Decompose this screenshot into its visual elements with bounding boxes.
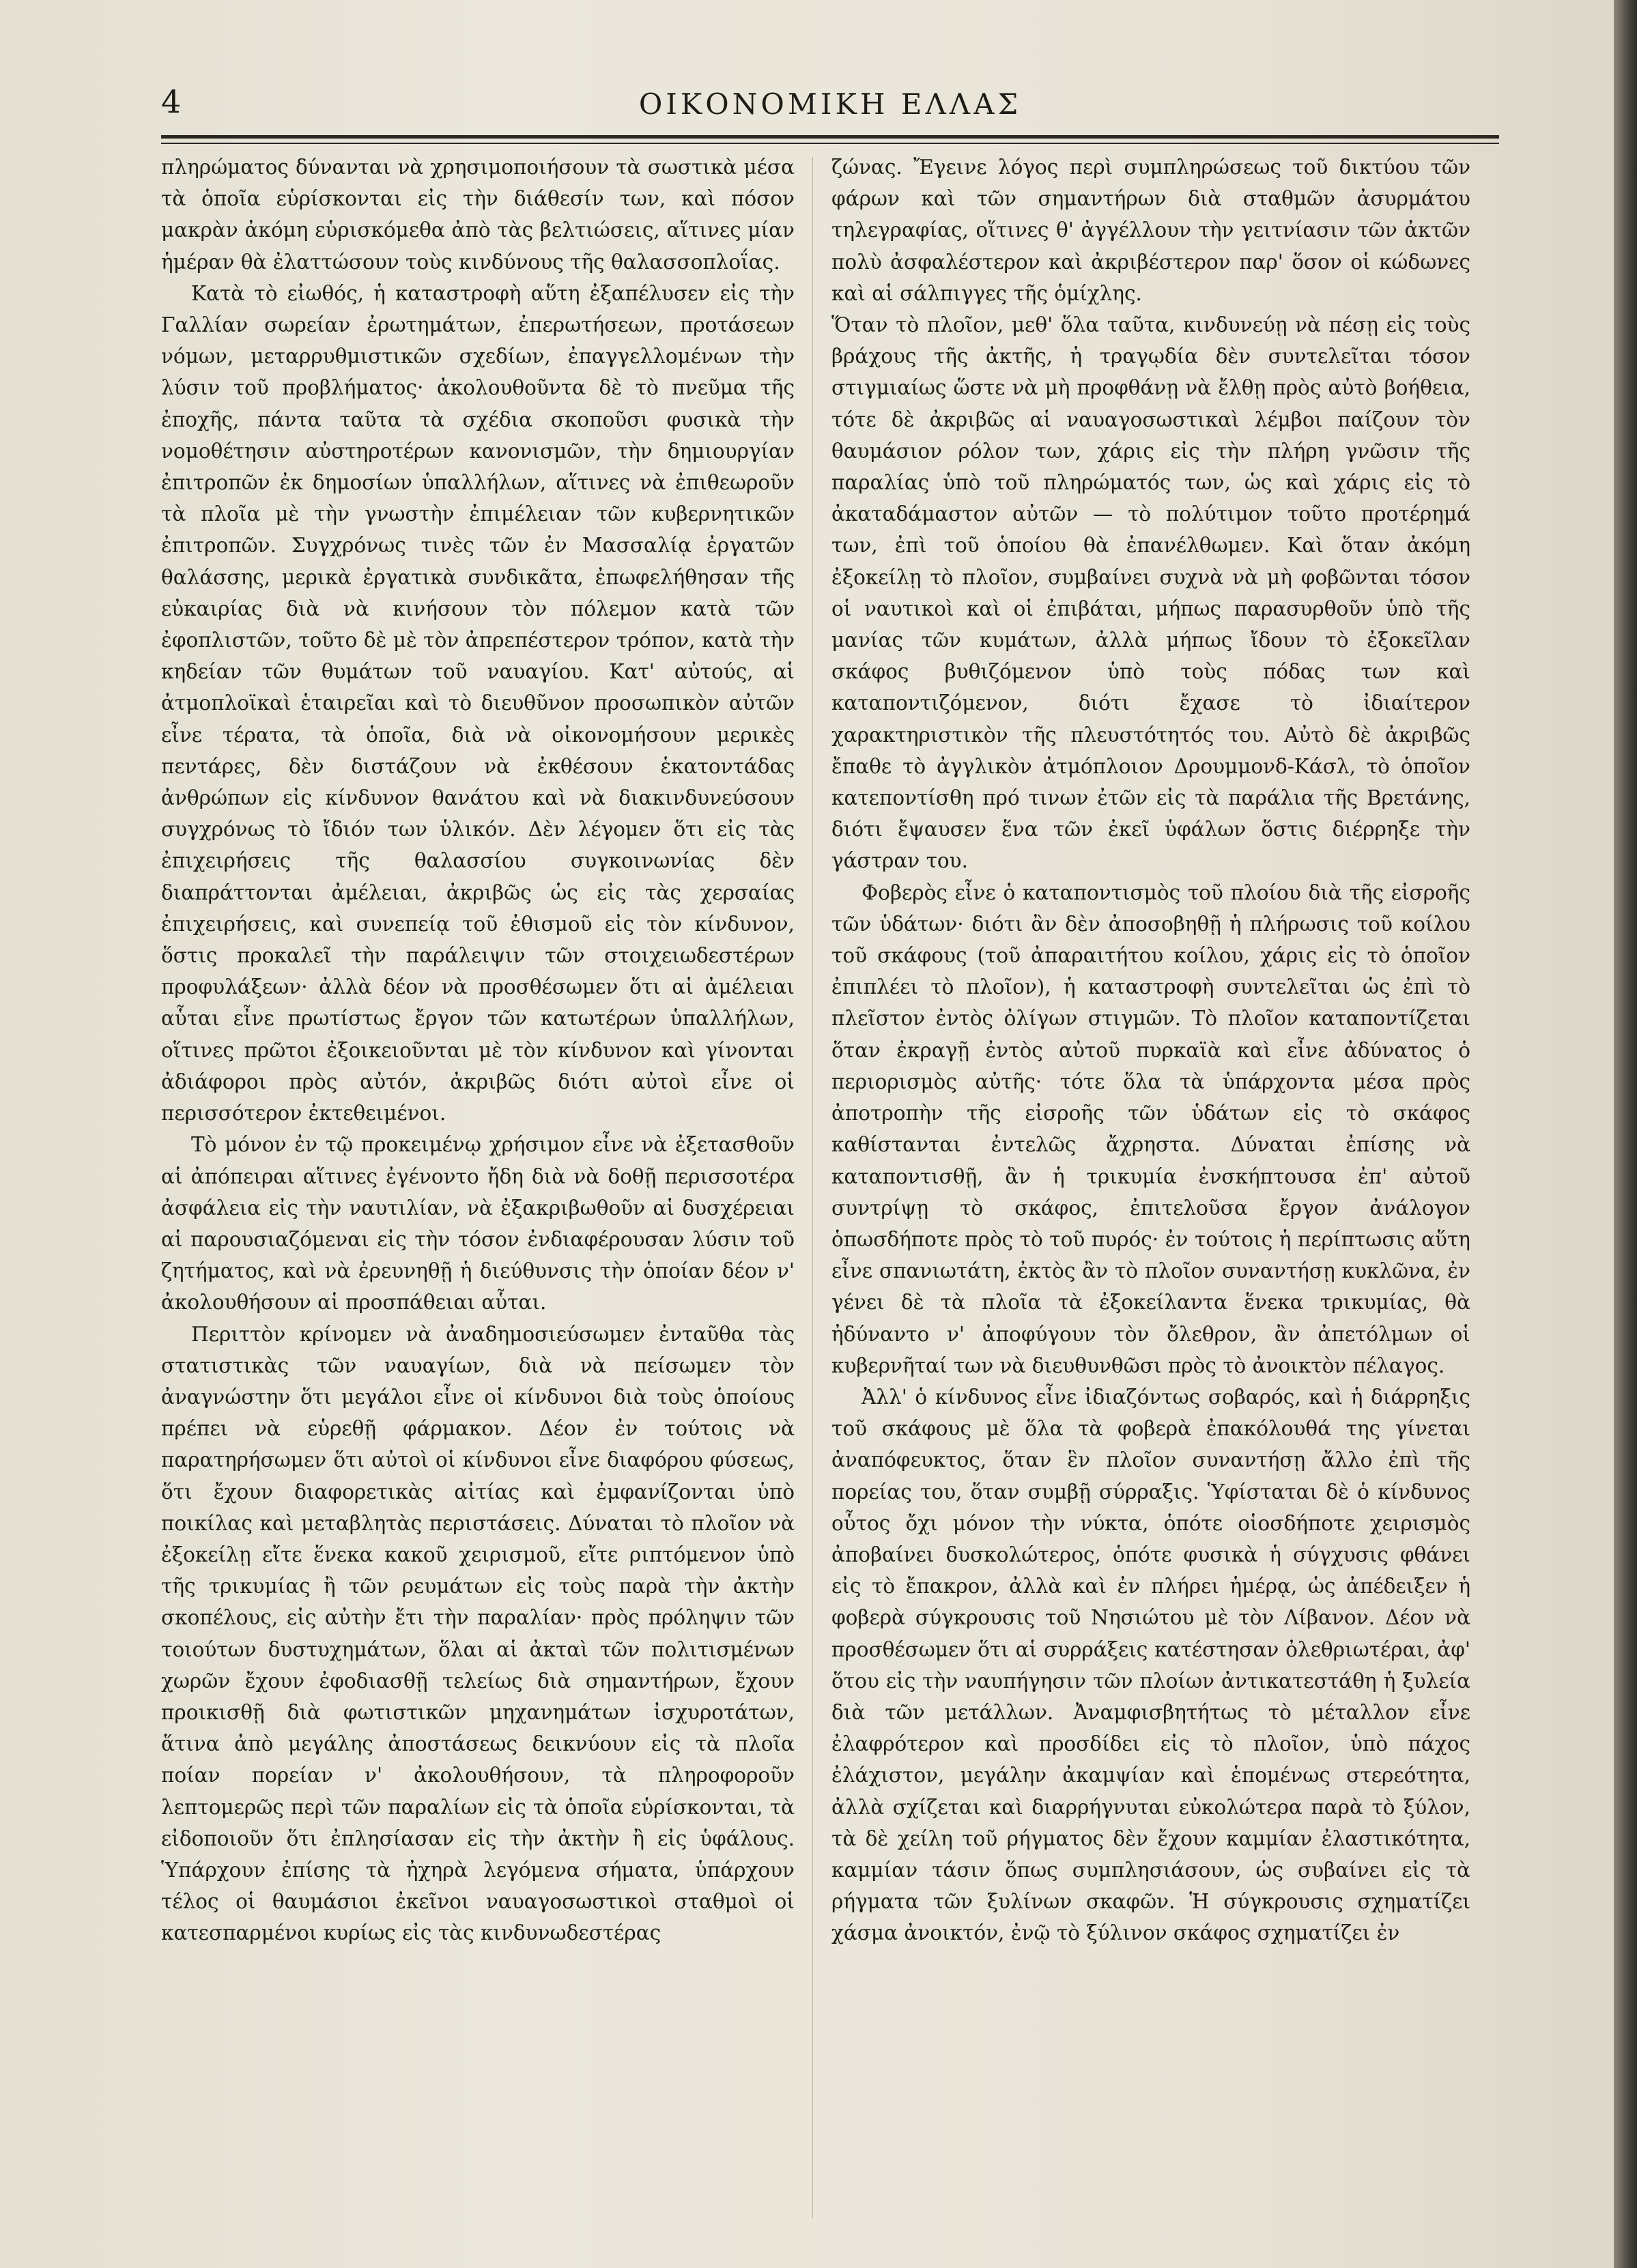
paragraph: Τὸ μόνον ἐν τῷ προκειμένῳ χρήσιμον εἶνε νὰ ἐξετασθοῦν αἱ ἀπόπειραι αἵτινες ἐγένοντο ἤδη διὰ νὰ δοθῇ περισσοτέρα ἀσφάλεια εἰς τὴν ναυτιλίαν, νὰ ἐξακριβωθοῦν αἱ δυσχέρειαι αἱ παρουσιαζόμεναι εἰς τὴν τόσον ἐνδιαφέρουσαν λύσιν τοῦ ζητήματος, καὶ νὰ ἐρευνηθῇ ἡ διεύθυνσις τὴν ὁποίαν δέον ν' ἀκολουθήσουν αἱ προσπάθειαι αὗται.	[161, 1133, 795, 1315]
paragraph: Κατὰ τὸ εἰωθός, ἡ καταστροφὴ αὕτη ἐξαπέλυσεν εἰς τὴν Γαλλίαν σωρείαν ἐρωτημάτων, ἐπερωτήσεων, προτάσεων νόμων, μεταρρυθμιστικῶν σχεδίων, ἐπαγγελλομένων τὴν λύσιν τοῦ προβλήματος· ἀκολουθοῦντα δὲ τὸ πνεῦμα τῆς ἐποχῆς, πάντα ταῦτα τὰ σχέδια σκοποῦσι φυσικὰ τὴν νομοθέτησιν αὐστηροτέρων κανονισμῶν, τὴν δημιουργίαν ἐπιτροπῶν ἐκ δημοσίων ὑπαλλήλων, αἵτινες νὰ ἐπιθεωροῦν τὰ πλοῖα μὲ τὴν γνωστὴν ἐπιμέλειαν τῶν κυβερνητικῶν ἐπιτροπῶν. Συγχρόνως τινὲς τῶν ἐν Μασσαλίᾳ ἐργατῶν θαλάσσης, μερικὰ ἐργατικὰ συνδικᾶτα, ἐπωφελήθησαν τῆς εὐκαιρίας διὰ νὰ κινήσουν τὸν πόλεμον κατὰ τῶν ἐφοπλιστῶν, τοῦτο δὲ μὲ τὸν ἀπρεπέστερον τρόπον, κατὰ τὴν κηδείαν τῶν θυμάτων τοῦ ναυαγίου. Κατ' αὐτούς, αἱ ἀτμοπλοϊκαὶ ἑταιρεῖαι καὶ τὸ διευθῦνον προσωπικὸν αὐτῶν εἶνε τέρατα, τὰ ὁποῖα, διὰ νὰ οἰκονομήσουν μερικὲς πεντάρες, δὲν διστάζουν νὰ ἐκθέσουν ἑκατοντάδας ἀνθρώπων εἰς κίνδυνον θανάτου καὶ νὰ διακινδυνεύσουν συγχρόνως τὸ ἴδιόν των ὑλικόν. Δὲν λέγομεν ὅτι εἰς τὰς ἐπιχειρήσεις τῆς θαλασσίου συγκοινωνίας δὲν διαπράττονται ἀμέλειαι, ἀκριβῶς ὡς εἰς τὰς χερσαίας ἐπιχειρήσεις, καὶ συνεπείᾳ τοῦ ἐθισμοῦ εἰς τὸν κίνδυνον, ὅστις προκαλεῖ τὴν παράλειψιν τῶν στοιχειωδεστέρων προφυλάξεων· ἀλλὰ δέον νὰ προσθέσωμεν ὅτι αἱ ἀμέλειαι αὗται εἶνε πρωτίστως ἔργον τῶν κατωτέρων ὑπαλλήλων, οἵτινες πρῶτοι ἐξοικειοῦνται μὲ τὸν κίνδυνον καὶ γίνονται ἀδιάφοροι πρὸς αὐτόν, ἀκριβῶς διότι αὐτοὶ εἶνε οἱ περισσότερον ἐκτεθειμένοι.	[161, 281, 795, 1125]
header-rule-thin	[161, 143, 1499, 144]
right-column	[831, 152, 1470, 2240]
page-number: 4	[161, 83, 182, 120]
header-rule-thick	[161, 135, 1499, 139]
paragraph: Περιττὸν κρίνομεν νὰ ἀναδημοσιεύσωμεν ἐνταῦθα τὰς στατιστικὰς τῶν ναυαγίων, διὰ νὰ πείσωμεν τὸν ἀναγνώστην ὅτι μεγάλοι εἶνε οἱ κίνδυνοι διὰ τοὺς ὁποίους πρέπει νὰ εὑρεθῇ φάρμακον. Δέον ἐν τούτοις νὰ παρατηρήσωμεν ὅτι αὐτοὶ οἱ κίνδυνοι εἶνε διαφόρου φύσεως, ὅτι ἔχουν διαφορετικὰς αἰτίας καὶ ἐμφανίζονται ὑπὸ ποικίλας καὶ μεταβλητὰς περιστάσεις. Δύναται τὸ πλοῖον νὰ ἐξοκείλῃ εἴτε ἕνεκα κακοῦ χειρισμοῦ, εἴτε ριπτόμενον ὑπὸ τῆς τρικυμίας ἢ τῶν ρευμάτων εἰς τοὺς παρὰ τὴν ἀκτὴν σκοπέλους, εἰς αὐτὴν ἔτι τὴν παραλίαν· πρὸς πρόληψιν τῶν τοιούτων δυστυχημάτων, ὅλαι αἱ ἀκταὶ τῶν πολιτισμένων χωρῶν ἔχουν ἐφοδιασθῇ τελείως διὰ σημαντήρων, ἔχουν προικισθῇ διὰ φωτιστικῶν μηχανημάτων ἰσχυροτάτων, ἅτινα ἀπὸ μεγάλης ἀποστάσεως δεικνύουν εἰς τὰ πλοῖα ποίαν πορείαν ν' ἀκολουθήσουν, τὰ πληροφοροῦν λεπτομερῶς περὶ τῶν παραλίων εἰς τὰ ὁποῖα εὑρίσκονται, τὰ εἰδοποιοῦν ὅτι ἐπλησίασαν εἰς τὴν ἀκτὴν ἢ εἰς ὑφάλους. Ὑπάρχουν ἐπίσης τὰ ἠχηρὰ λεγόμενα σήματα, ὑπάρχουν τέλος οἱ θαυμάσιοι ἐκεῖνοι ναυαγοσωστικοὶ σταθμοὶ οἱ κατεσπαρμένοι κυρίως εἰς τὰς κινδυνωδεστέρας	[161, 1322, 795, 1945]
left-column	[161, 152, 795, 2240]
paragraph: Φοβερὸς εἶνε ὁ καταποντισμὸς τοῦ πλοίου διὰ τῆς εἰσροῆς τῶν ὑδάτων· διότι ἂν δὲν ἀποσοβηθῇ ἡ πλήρωσις τοῦ κοίλου τοῦ σκάφους (τοῦ ἀπαραιτήτου κοίλου, χάρις εἰς τὸ ὁποῖον ἐπιπλέει τὸ πλοῖον), ἡ καταστροφὴ συντελεῖται ὡς ἐπὶ τὸ πλεῖστον ἐντὸς ὀλίγων στιγμῶν. Τὸ πλοῖον καταποντίζεται ὅταν ἐκραγῇ ἐντὸς αὐτοῦ πυρκαϊὰ καὶ εἶνε ἀδύνατος ὁ περιορισμὸς αὐτῆς· τότε ὅλα τὰ ὑπάρχοντα μέσα πρὸς ἀποτροπὴν τῆς εἰσροῆς τῶν ὑδάτων εἰς τὸ σκάφος καθίστανται ἐντελῶς ἄχρηστα. Δύναται ἐπίσης νὰ καταποντισθῇ, ἂν ἡ τρικυμία ἐνσκήπτουσα ἐπ' αὐτοῦ συντρίψῃ τὸ σκάφος, ἐπιτελοῦσα ἔργον ἀνάλογον ὁπωσδήποτε πρὸς τὸ τοῦ πυρός· ἐν τούτοις ἡ περίπτωσις αὕτη εἶνε σπανιωτάτη, ἐκτὸς ἂν τὸ πλοῖον συναντήσῃ κυκλῶνα, ἐν γένει δὲ τὰ πλοῖα τὰ ἐξοκείλαντα ἕνεκα τρικυμίας, θὰ ἠδύναντο ν' ἀποφύγουν τὸν ὄλεθρον, ἂν ἀπετόλμων οἱ κυβερνῆταί των νὰ διευθυνθῶσι πρὸς τὸ ἀνοικτὸν πέλαγος.	[831, 880, 1470, 1377]
paragraph: πληρώματος δύνανται νὰ χρησιμοποιήσουν τὰ σωστικὰ μέσα τὰ ὁποῖα εὑρίσκονται εἰς τὴν διάθεσίν των, καὶ πόσον μακρὰν ἀκόμη εὑρισκόμεθα ἀπὸ τὰς βελτιώσεις, αἵτινες μίαν ἡμέραν θὰ ἐλαττώσουν τοὺς κινδύνους τῆς θαλασσοπλοΐας.	[161, 156, 795, 274]
page-header	[161, 76, 1499, 124]
paragraph: Ἀλλ' ὁ κίνδυνος εἶνε ἰδιαζόντως σοβαρός, καὶ ἡ διάρρηξις τοῦ σκάφους μὲ ὅλα τὰ φοβερὰ ἐπακόλουθά της γίνεται ἀναπόφευκτος, ὅταν ἓν πλοῖον συναντήσῃ ἄλλο ἐπὶ τῆς πορείας του, ὅταν συμβῇ σύρραξις. Ὑφίσταται δὲ ὁ κίνδυνος οὗτος ὄχι μόνον τὴν νύκτα, ὁπότε οἱοσδήποτε χειρισμὸς ἀποβαίνει δυσκολώτερος, ὁπότε φυσικὰ ἡ σύγχυσις φθάνει εἰς τὸ ἔπακρον, ἀλλὰ καὶ ἐν πλήρει ἡμέρᾳ, ὡς ἀπέδειξεν ἡ φοβερὰ σύγκρουσις τοῦ Νησιώτου μὲ τὸν Λίβανον. Δέον νὰ προσθέσωμεν ὅτι αἱ συρράξεις κατέστησαν ὀλεθριωτέραι, ἀφ' ὅτου εἰς τὴν ναυπήγησιν τῶν πλοίων ἀντικατεστάθη ἡ ξυλεία διὰ τῶν μετάλλων. Ἀναμφισβητήτως τὸ μέταλλον εἶνε ἐλαφρότερον καὶ προσδίδει εἰς τὸ πλοῖον, ὑπὸ πάχος ἐλάχιστον, μεγάλην ἀκαμψίαν καὶ ἑπομένως στερεότητα, ἀλλὰ σχίζεται καὶ διαρρήγνυται εὐκολώτερα παρὰ τὸ ξύλον, τὰ δὲ χείλη τοῦ ρήγματος δὲν ἔχουν καμμίαν ἐλαστικότητα, καμμίαν τάσιν ὅπως συμπλησιάσουν, ὡς συβαίνει εἰς τὰ ρήγματα τῶν ξυλίνων σκαφῶν. Ἡ σύγκρουσις σχηματίζει χάσμα ἀνοικτόν, ἐνῷ τὸ ξύλινον σκάφος σχηματίζει ἐν	[831, 1385, 1470, 1945]
column-divider	[812, 157, 813, 2218]
paragraph: Ὅταν τὸ πλοῖον, μεθ' ὅλα ταῦτα, κινδυνεύῃ νὰ πέσῃ εἰς τοὺς βράχους τῆς ἀκτῆς, ἡ τραγῳδία δὲν συντελεῖται τόσον στιγμιαίως ὥστε νὰ μὴ προφθάνῃ νὰ ἔλθῃ πρὸς αὐτὸ βοήθεια, τότε δὲ ἀκριβῶς αἱ ναυαγοσωστικαὶ λέμβοι παίζουν τὸν θαυμάσιον ρόλον των, χάρις εἰς τὴν πλήρη γνῶσιν τῆς παραλίας ὑπὸ τοῦ πληρώματός των, ὡς καὶ χάρις εἰς τὸ ἀκαταδάμαστον αὐτῶν — τὸ πολύτιμον τοῦτο προτέρημά των, ἐπὶ τοῦ ὁποίου θὰ ἐπανέλθωμεν. Καὶ ὅταν ἀκόμη ἐξοκείλῃ τὸ πλοῖον, συμβαίνει συχνὰ νὰ μὴ φοβῶνται τόσον οἱ ναυτικοὶ καὶ οἱ ἐπιβάται, μήπως παρασυρθοῦν ὑπὸ τῆς μανίας τῶν κυμάτων, ἀλλὰ μήπως ἴδουν τὸ ἐξοκεῖλαν σκάφος βυθιζόμενον ὑπὸ τοὺς πόδας των καὶ καταποντιζόμενον, διότι ἔχασε τὸ ἰδιαίτερον χαρακτηριστικὸν τῆς πλευστότητός του. Αὐτὸ δὲ ἀκριβῶς ἔπαθε τὸ ἀγγλικὸν ἀτμόπλοιον Δρουμμονδ-Κάσλ, τὸ ὁποῖον κατεποντίσθη πρό τινων ἐτῶν εἰς τὰ παράλια τῆς Βρετάνης, διότι ἔψαυσεν ἕνα τῶν ἐκεῖ ὑφάλων ὅστις διέρρηξε τὴν γάστραν του.	[831, 313, 1470, 873]
journal-title: ΟΙΚΟΝΟΜΙΚΗ ΕΛΛΑΣ	[638, 87, 1022, 121]
paragraph: ζώνας. Ἔγεινε λόγος περὶ συμπληρώσεως τοῦ δικτύου τῶν φάρων καὶ τῶν σημαντήρων διὰ σταθμῶν ἀσυρμάτου τηλεγραφίας, οἵτινες θ' ἀγγέλλουν τὴν γειτνίασιν τῶν ἀκτῶν πολὺ ἀσφαλέστερον καὶ ἀκριβέστερον παρ' ὅσον οἱ κώδωνες καὶ αἱ σάλπιγγες τῆς ὁμίχλης.	[831, 156, 1470, 305]
page-edge-shadow	[1614, 0, 1637, 2268]
